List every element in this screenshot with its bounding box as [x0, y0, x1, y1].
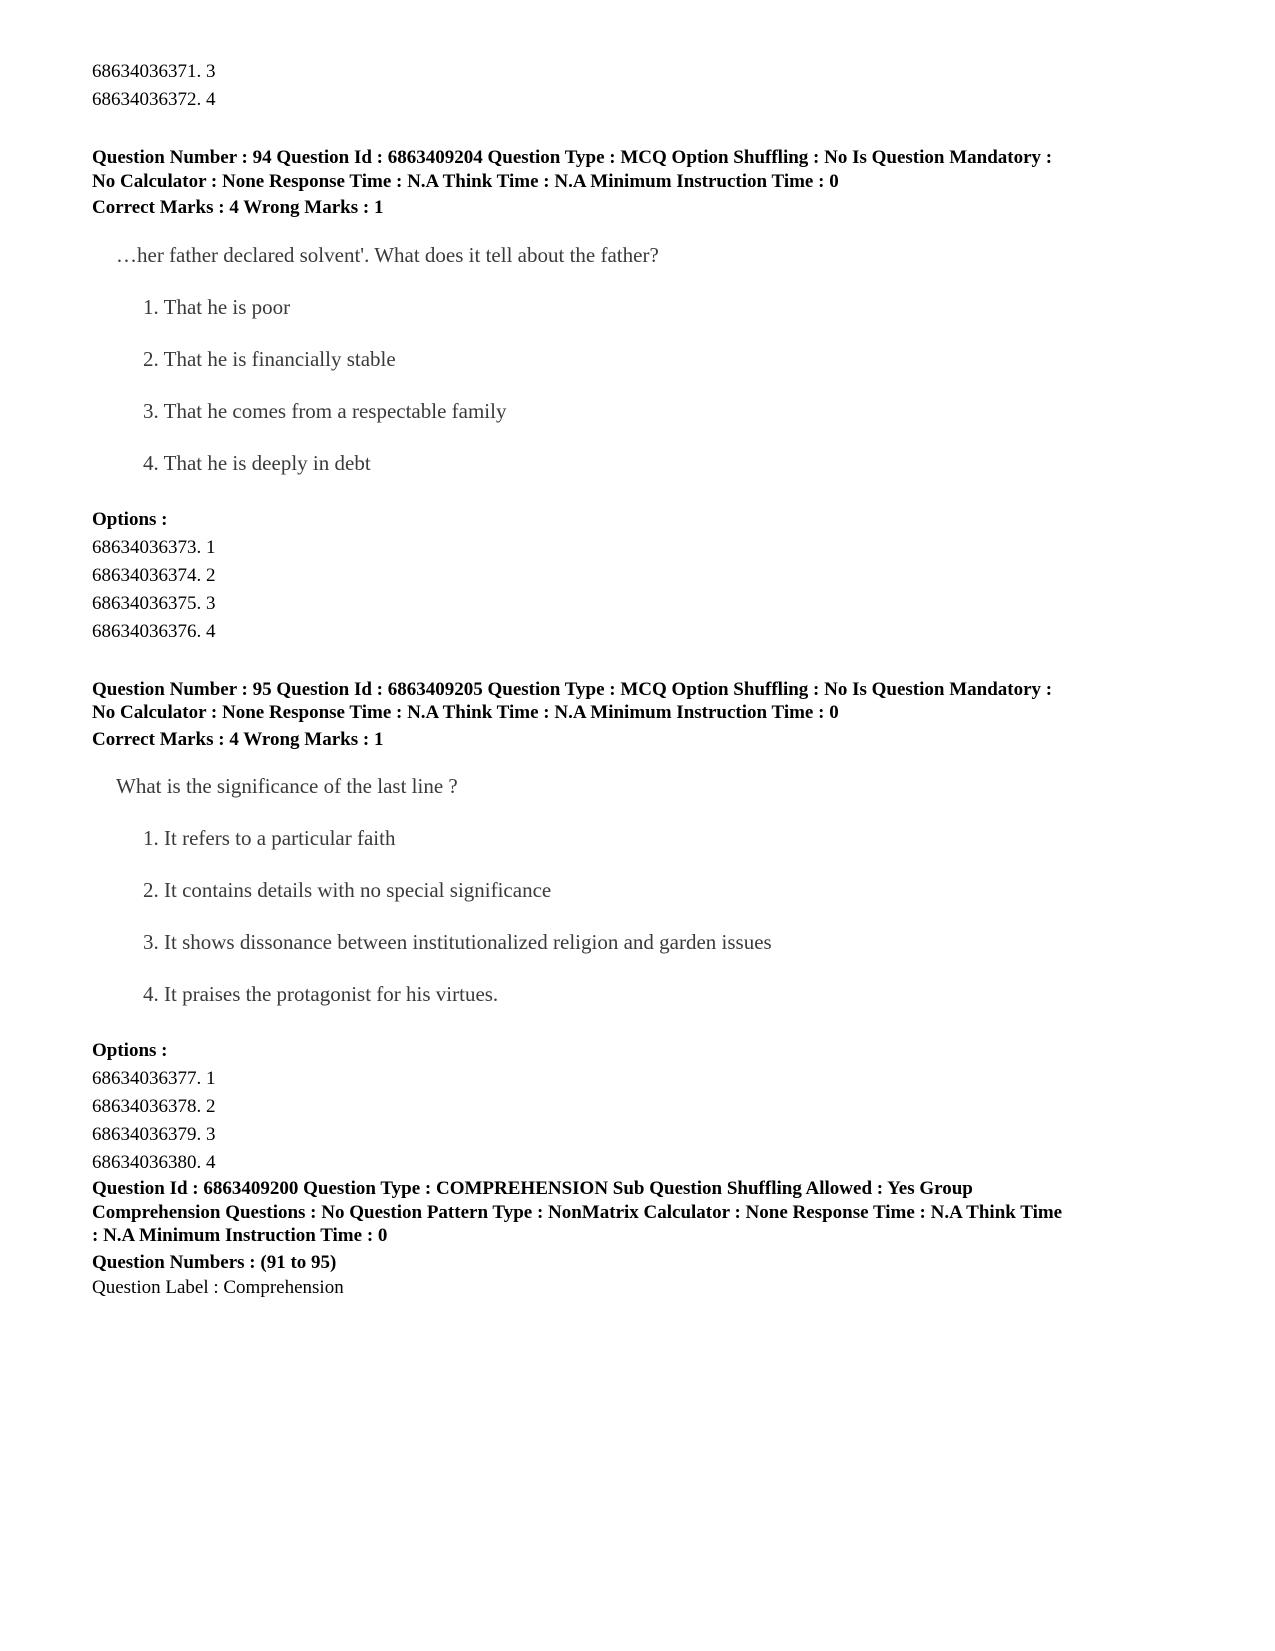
question-body	[116, 773, 1202, 1007]
question-meta-line: Question Number : 95 Question Id : 6863409205 Question Type : MCQ Option Shuffling : No Is Question Mandatory :	[92, 678, 1053, 700]
question-meta-line: No Calculator : None Response Time : N.A Think Time : N.A Minimum Instruction Time : 0	[92, 170, 839, 192]
question-body	[116, 242, 1202, 476]
question-choice: 4. It praises the protagonist for his virtues.	[143, 982, 499, 1006]
option-line: 68634036379. 3	[92, 1124, 216, 1145]
option-line: 68634036380. 4	[92, 1152, 216, 1173]
question-95	[92, 678, 1202, 1178]
question-stem: What is the significance of the last line ?	[116, 774, 458, 798]
question-choice: 2. That he is financially stable	[143, 346, 396, 371]
options-heading: Options :	[92, 508, 168, 530]
option-line: 68634036373. 1	[92, 536, 216, 558]
option-line: 68634036376. 4	[92, 620, 216, 642]
question-meta-line: Question Number : 94 Question Id : 6863409204 Question Type : MCQ Option Shuffling : No Is Question Mandatory :	[92, 147, 1053, 168]
question-94	[92, 146, 1202, 646]
question-marks: Correct Marks : 4 Wrong Marks : 1	[92, 197, 384, 218]
question-choice: 3. It shows dissonance between institutionalized religion and garden issues	[143, 930, 772, 954]
question-marks: Correct Marks : 4 Wrong Marks : 1	[92, 728, 384, 750]
comprehension-meta-line: Question Id : 6863409200 Question Type : COMPREHENSION Sub Question Shuffling Allowed : Yes Group	[92, 1178, 973, 1199]
options-heading: Options :	[92, 1040, 168, 1061]
option-line: 68634036372. 4	[92, 89, 216, 110]
option-line: 68634036377. 1	[92, 1068, 216, 1089]
comprehension-meta-line: : N.A Minimum Instruction Time : 0	[92, 1225, 388, 1246]
option-line: 68634036374. 2	[92, 564, 216, 586]
question-numbers: Question Numbers : (91 to 95)	[92, 1251, 337, 1273]
question-choice: 1. It refers to a particular faith	[143, 826, 396, 850]
document-page	[92, 58, 1202, 1302]
option-line: 68634036371. 3	[92, 61, 216, 82]
question-choice: 2. It contains details with no special significance	[143, 878, 552, 902]
previous-question-options	[92, 58, 1202, 114]
comprehension-meta-line: Comprehension Questions : No Question Pattern Type : NonMatrix Calculator : None Response Time : N.A Think Time	[92, 1201, 1063, 1223]
question-choice: 4. That he is deeply in debt	[143, 450, 371, 475]
comprehension-block	[92, 1177, 1202, 1302]
question-choice: 3. That he comes from a respectable family	[143, 398, 507, 423]
option-line: 68634036378. 2	[92, 1096, 216, 1117]
question-label: Question Label : Comprehension	[92, 1277, 344, 1298]
option-line: 68634036375. 3	[92, 592, 216, 614]
question-stem: …her father declared solvent'. What does it tell about the father?	[116, 242, 659, 267]
question-choice: 1. That he is poor	[143, 294, 291, 319]
question-meta-line: No Calculator : None Response Time : N.A Think Time : N.A Minimum Instruction Time : 0	[92, 702, 839, 723]
